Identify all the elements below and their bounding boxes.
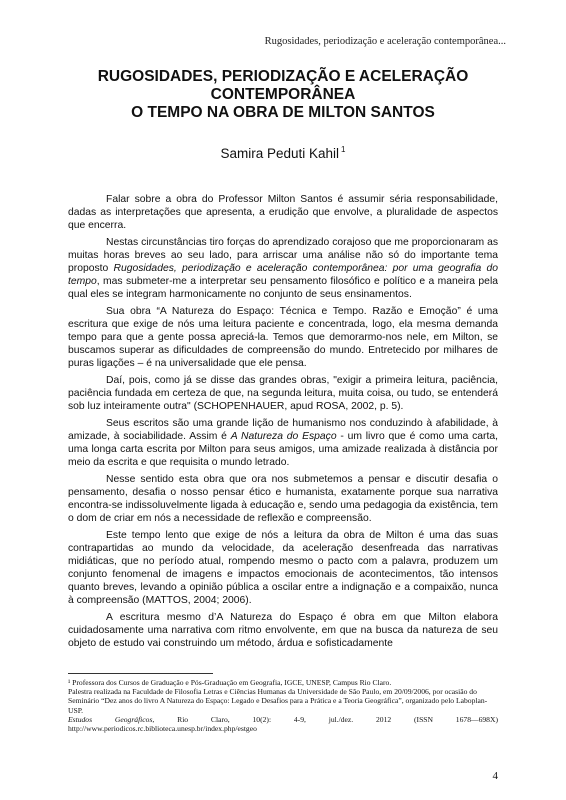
- running-head: Rugosidades, periodização e aceleração contemporânea...: [264, 36, 506, 47]
- article-body: [68, 193, 498, 654]
- footnotes: [68, 678, 498, 733]
- author-footnote-marker: 1: [341, 145, 346, 154]
- article-title: [40, 68, 526, 122]
- paragraph-2-text-a: Nestas circunstâncias tiro forças do aprendizado corajoso que me proporcionaram as muitas horas breves ao seu lado, para arriscar uma análise não só do importante tema proposto: [68, 237, 498, 274]
- title-line-3: O TEMPO NA OBRA DE MILTON SANTOS: [131, 104, 435, 121]
- paragraph-2: [68, 236, 498, 301]
- paragraph-2-theme-title: Rugosidades, periodização e aceleração contemporânea: por uma geografia do tempo: [68, 263, 498, 287]
- paragraph-6: Nesse sentido esta obra que ora nos submetemos a pensar e discutir desafia o pensamento, desafia o nosso pensar ético e humanista, exatamente porque sua narrativa encontra-se indissoluvelmente ligada à educação e, sendo uma pedagogia da existência, tem o dom de criar em nós a necessidade de reflexão e compreensão.: [68, 474, 498, 524]
- paragraph-5: [68, 417, 498, 469]
- title-line-2: CONTEMPORÂNEA: [210, 86, 356, 103]
- paragraph-3: Sua obra “A Natureza do Espaço: Técnica e Tempo. Razão e Emoção” é uma escritura que exige de nós uma leitura paciente e concentrada, logo, ela mesma demanda tempo para que a gente possa apreciá-la. Temos que demorarmo-nos nele, em Milton, se buscamos superar as dificuldades de compreensão do mundo. Entretecido por milhares de puras ligações – é na universalidade que ele pensa.: [68, 306, 498, 369]
- author-name: Samira Peduti Kahil: [220, 146, 340, 161]
- footnote-2: Palestra realizada na Faculdade de Filosofia Letras e Ciências Humanas da Universidade de São Paulo, em 20/09/2006, por ocasião do Seminário “Dez anos do livro A Natureza do Espaço: Legado e Desafios para a Prática e a Teoria Geográfica”, organizado pelo Laboplan-USP.: [68, 687, 488, 715]
- paragraph-5-text-a: Seus escritos são uma grande lição de humanismo nos conduzindo à afabilidade, à amizade, à sociabilidade. Assim é: [68, 418, 498, 442]
- paragraph-5-book-title: A Natureza do Espaço: [230, 431, 337, 442]
- journal-details: , Rio Claro, 10(2): 4-9, jul./dez. 2012 (ISSN 1678—698X): [152, 714, 498, 724]
- journal-citation: [68, 715, 498, 724]
- journal-url: http://www.periodicos.rc.biblioteca.unesp.br/index.php/estgeo: [68, 724, 257, 734]
- author-line: [40, 145, 526, 161]
- footnote-1: ¹ Professora dos Cursos de Graduação e Pós-Graduação em Geografia, IGCE, UNESP, Campus Rio Claro.: [68, 678, 392, 687]
- footnote-divider: [68, 673, 213, 674]
- paragraph-1: Falar sobre a obra do Professor Milton Santos é assumir séria responsabilidade, dadas as interpretações que apresenta, a erudição que envolve, a pluralidade de aspectos que encerra.: [68, 194, 498, 231]
- paragraph-7: Este tempo lento que exige de nós a leitura da obra de Milton é uma das suas contrapartidas ao mundo da velocidade, da aceleração desenfreada das narrativas midiáticas, que no período atual, rompendo mesmo o pacto com a palavra, produzem um conjunto fenomenal de imagens e impactos emocionais de acontecimentos, tão intensos quanto breves, levando a opinião pública a oscilar entre a indignação e a compaixão, nunca à compreensão (MATTOS, 2004; 2006).: [68, 530, 498, 606]
- paragraph-2-text-b: , mas submeter-me a interpretar seu pensamento filosófico e político e a maneira pela qual eles se integram harmonicamente no conjunto de seus ensinamentos.: [68, 276, 498, 300]
- journal-name: Estudos Geográficos: [68, 714, 153, 724]
- paragraph-8: A escritura mesmo d’A Natureza do Espaço é obra em que Milton elabora cuidadosamente uma narrativa com ritmo envolvente, em que na busca da natureza de seu objeto de estudo vai construindo um método, árdua e sofisticadamente: [68, 612, 498, 649]
- title-line-1: RUGOSIDADES, PERIODIZAÇÃO E ACELERAÇÃO: [97, 68, 469, 85]
- paragraph-5-text-b: - um livro que é como uma carta, uma longa carta escrita por Milton para seus amigos, uma amizade realizada à distância por meio da escrita e que requisita o mundo letrado.: [68, 431, 498, 468]
- paragraph-4: Daí, pois, como já se disse das grandes obras, "exigir a primeira leitura, paciência, paciência fundada em certeza de que, na segunda leitura, muita coisa, ou tudo, se entenderá sob luz inteiramente outra" (SCHOPENHAUER, apud ROSA, 2002, p. 5).: [68, 375, 498, 412]
- page-number: 4: [492, 770, 498, 782]
